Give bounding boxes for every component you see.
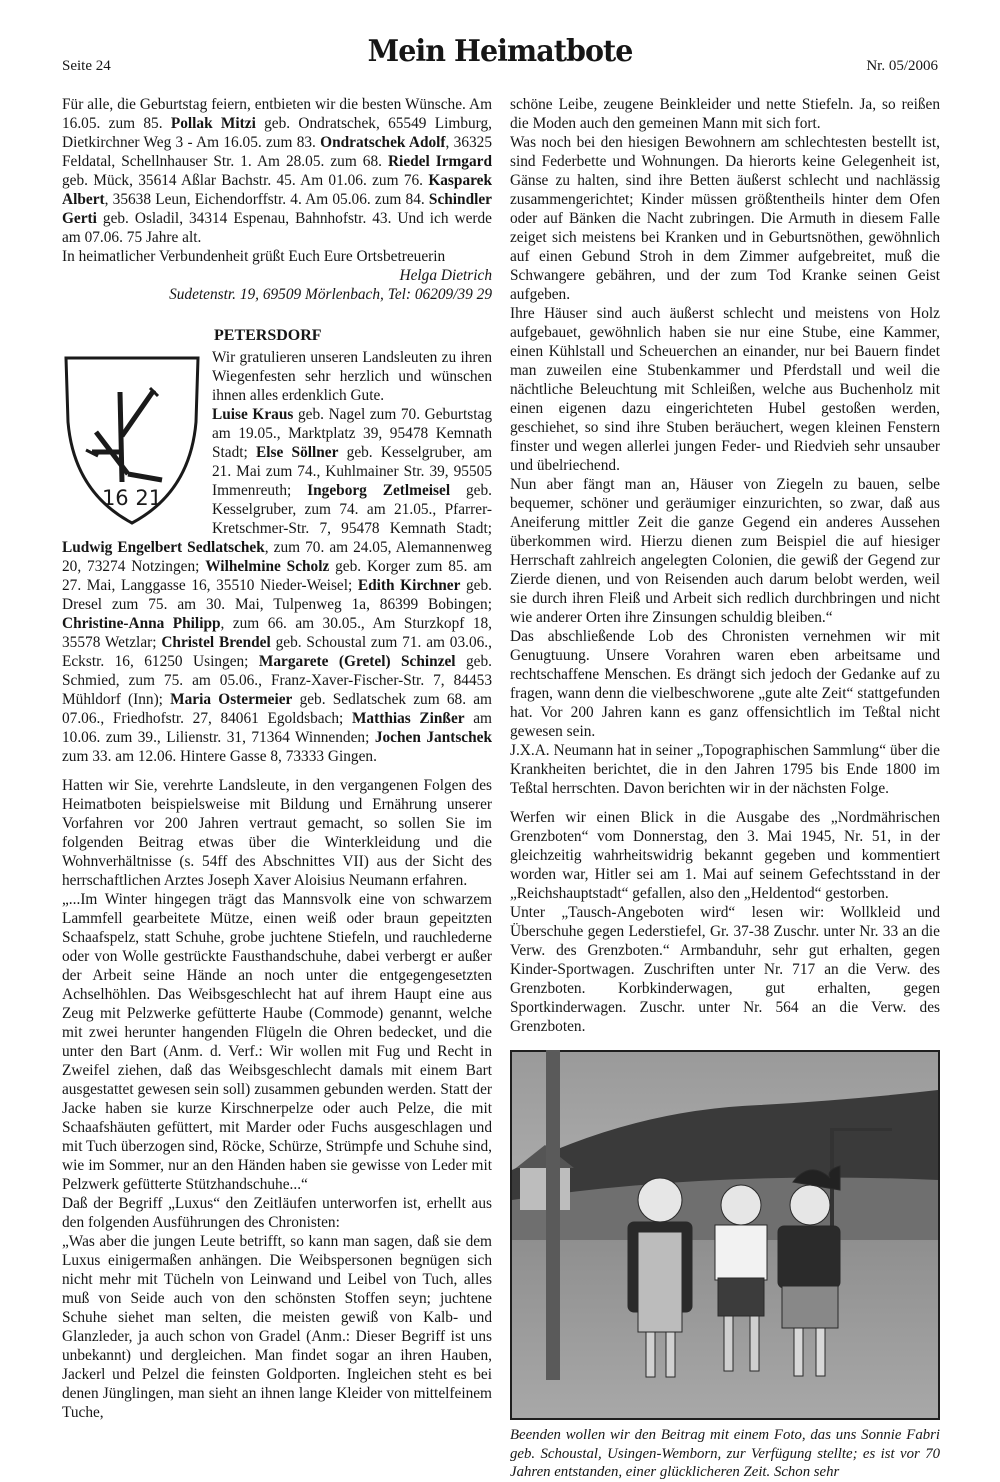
- article-paragraph: Daß der Begriff „Luxus“ den Zeitläufen unterworfen ist, erhellt aus den folgenden Ausführungen des Chronisten:: [62, 1195, 492, 1231]
- grenzbote-paragraph: Werfen wir einen Blick in die Ausgabe des „Nordmährischen Grenzboten“ vom Donnerstag, den 3. Mai 1945, Nr. 51, in der gleichzeitig wahrheitswidrig bekannt gegeben und kommentiert worden war, Hitler sei am 1. Mai auf seinem Gefechtsstand in der „Reichshauptstadt“ gefallen, also den „Heldentod“ gestorben.: [510, 809, 940, 902]
- left-column: [62, 95, 492, 1422]
- article-paragraph: Das abschließende Lob des Chronisten vernehmen wir mit Genugtuung. Unsere Vorahren waren eben arbeitsame und rechtschaffene Menschen. Es drängt sich jedoch der Gedanke auf zu fragen, wann denn die vielbeschworene „gute alte Zeit“ stattgefunden hat. Vor 200 Jahren kann es ganz offensichtlich im Teßtal nicht gewesen sein.: [510, 628, 940, 740]
- petersdorf-birthdays: Luise Kraus geb. Nagel zum 70. Geburtstag am 19.05., Marktplatz 39, 95478 Kemnath Stadt; Else Söllner geb. Kesselgruber, am 21. Mai zum 74., Kuhlmainer Str. 39, 95505 Immenreuth; Ingeborg Zetlmeisel geb. Kesselgruber, zum 74. am 21.05., Pfarrer-Kretschmer-Str. 7, 95478 Kemnath Stadt; Ludwig Engelbert Sedlatschek, zum 70. am 24.05, Alemannenweg 20, 73274 Notzingen; Wilhelmine Scholz geb. Korger zum 85. am 27. Mai, Langgasse 16, 35510 Nieder-Weisel; Edith Kirchner geb. Dresel zum 75. am 30. Mai, Tulpenweg 1a, 86399 Bobingen; Christine-Anna Philipp, zum 66. am 30.05., Am Sturzkopf 18, 35578 Wetzlar; Christel Brendel geb. Schoustal zum 71. am 03.06., Eckstr. 16, 61250 Usingen; Margarete (Gretel) Schinzel geb. Schmied, zum 75. am 05.06., Franz-Xaver-Fischer-Str. 7, 84453 Mühldorf (Inn); Maria Ostermeier geb. Sedlatschek zum 68. am 07.06., Friedhofstr. 27, 84061 Egoldsbach; Matthias Zinßer am 10.06. zum 39., Lilienstr. 31, 71364 Winnenden; Jochen Jantschek zum 33. am 12.06. Hintere Gasse 8, 73333 Gingen.: [62, 406, 493, 765]
- birthday-paragraph: Für alle, die Geburtstag feiern, entbieten wir die besten Wünsche. Am 16.05. zum 85. Pollak Mitzi geb. Ondratschek, 65549 Limburg, Dietkirchner Weg 3 - Am 16.05. zum 83. Ondratschek Adolf, 36325 Feldatal, Schellnhauser Str. 1. Am 28.05. zum 68. Riedel Irmgard geb. Mück, 35614 Aßlar Bachstr. 45. Am 01.06. zum 76. Kasparek Albert, 35638 Leun, Eichendorffstr. 4. Am 05.06. zum 84. Schindler Gerti geb. Osladil, 34314 Espenau, Bahnhofstr. 43. Und ich werde am 07.06. 75 Jahre alt.: [62, 96, 493, 246]
- article-quote: Was noch bei den hiesigen Bewohnern am schlechtesten bestellt ist, sind Federbette und Wohnungen. Da hierorts keine Gelegenheit ist, Gänse zu halten, sind ihre Betten äußerst schlecht und nachlässig zusammengerichtet; Kinder müssen größtentheils hinter dem Ofen oder auf Bänken die Nacht zubringen. Die Armuth in diesem Falle zeiget sich meistens bei Kranken und in Geburtsnöthen, gewöhnlich auf einen Gebund Stroh in dem Zimmer aufgebreitet, muß die Schwangere gebähren, und der zum Tod Kranke seinen Geist aufgeben.: [510, 134, 940, 303]
- article-paragraph: J.X.A. Neumann hat in seiner „Topographischen Sammlung“ über die Krankheiten berichtet, die in den Jahren 1795 bis Ende 1800 im Teßtal herrschten. Davon berichten wir in der nächsten Folge.: [510, 742, 940, 797]
- greeting: In heimatlicher Verbundenheit grüßt Euch Eure Ortsbetreuerin: [62, 248, 446, 265]
- signer-address: Sudetenstr. 19, 69509 Mörlenbach, Tel: 06209/39 29: [169, 286, 492, 303]
- article-quote: Ihre Häuser sind auch äußerst schlecht und meistens von Holz aufgebauet, gewöhnlich haben sie nur eine Stube, eine Kammer, einen Kühlstall und Scheuerchen an einander, nur bei Bauern findet man zuweilen eine Stubenkammer und Pferdstall und weil die nächtliche Beleuchtung mit Schleißen, welche aus Buchenholz mit einen eigenen dazu eingerichteten Hubel gestoßen werden, geschiehet, so sind ihre Stuben beräuchert, wegen kleinen Fenstern finster und wegen allerlei jungen Feder- und Riedvieh sehr unsauber und übelriechend.: [510, 305, 940, 474]
- article-quote: schöne Leibe, zeugene Beinkleider und nette Stiefeln. Ja, so reißen die Moden auch den gemeinen Mann mit sich fort.: [510, 96, 940, 132]
- article-paragraph: Hatten wir Sie, verehrte Landsleute, in den vergangenen Folgen des Heimatboten beispielsweise mit Bildung und Ernährung unserer Vorfahren vor 200 Jahren vertraut gemacht, so sollen Sie im folgenden Beitrag etwas über die Winterkleidung und die Wohnverhältnisse (s. 54ff des Abschnittes VII) aus der Sicht des herrschaftlichen Arztes Joseph Xaver Aloisius Neumann erfahren.: [62, 777, 492, 889]
- crest-year: 16 21: [101, 486, 163, 510]
- article-quote: „...Im Winter hingegen trägt das Mannsvolk eine von schwarzem Lammfell gearbeitete Mütze, einen weiß oder braun gepeitzten Schaafspelz, statt Schuhe, grobe juchtene Stiefeln, und rauchlederne oder von Wolle gestrückte Fausthandschuhe, dabei verbergt er außer der Arbeit seine Hände an noch unter die entgegengesetzten Achselhöhlen. Das Weibsgeschlecht hat auf ihrem Haupt eine aus Zeug mit Pelzwerke gefütterte Haube (Commode) genannt, welche mit zwei herunter hangenden Flügeln die Ohren bedecket, und die unter den Bart (Anm. d. Verf.: Wir wollen mit Fug und Recht in Zweifel ziehen, daß das Weibsgeschlecht damals mit einem Bart ausgestattet gewesen sein soll) zusammen gebunden werden. Statt der Jacke haben sie kurze Kirschnerpelze oder auch Pelze, die mit Schaafshäuten gefüttert, mit Marder oder Fuchs ausgeschlagen und mit Tuch überzogen sind, Röcke, Schürze, Strümpfe und Schuhe sind, wie im Sommer, nur an den Händen haben sie gewisse von Leder mit Pelzwerk gefütterte Stützhandschuhe...“: [62, 891, 492, 1193]
- page-number: Seite 24: [62, 58, 111, 74]
- article-quote: Nun aber fängt man an, Häuser von Ziegeln zu bauen, selbe bequemer, schöner und geräumiger einzurichten, so zwar, daß aus Aneiferung mittler Zeit die ganze Gegend ein anderes Aussehen überkommen wird. Hierzu dienen zum Beispiel die auf hiesiger Herrschaft zahlreich angelegten Colonien, die gewiß der Gegend zur Zierde dienen, und von Reisenden auch darum belobt werden, weil sie durch ihren Fleiß und Arbeit sich redlich durchbringen und nicht wie anderer Orten ihre Zinsungen schuldig bleiben.“: [510, 476, 940, 626]
- signer-name: Helga Dietrich: [399, 267, 492, 284]
- masthead-title: Mein Heimatbote: [367, 34, 633, 69]
- section-title: PETERSDORF: [214, 327, 322, 344]
- issue-number: Nr. 05/2006: [866, 58, 938, 74]
- petersdorf-intro: Wir gratulieren unseren Landsleuten zu ihren Wiegenfesten sehr herzlich und wünschen ihnen alles erdenklich Gute.: [212, 349, 492, 404]
- crest-shield-icon: [62, 352, 202, 527]
- photo-caption: Beenden wollen wir den Beitrag mit einem Foto, das uns Sonnie Fabri geb. Schoustal, Usingen-Wemborn, zur Verfügung stellte; es ist vor 70 Jahren entstanden, einer glücklicheren Zeit. Schon sehr: [510, 1427, 940, 1480]
- children-photo: [510, 1050, 940, 1420]
- article-quote: „Was aber die jungen Leute betrifft, so kann man sagen, daß sie dem Luxus einigermaßen anhängen. Die Weibspersonen begnügen sich nicht mehr mit Tücheln von Leinwand und Leibel von Tuch, alles muß von Seide auch von den schönsten Stoffen seyn; juchtene Schuhe siehet man selten, die meisten gewiß von Kalb- und Glanzleder, ja auch schon von Gradel (Anm.: Dieser Begriff ist uns unbekannt) und dergleichen. Man findet sogar an ihren Hauben, Jackerl und Pelzel die feinsten Goldporten. Ingleichen steht es bei denen Jünglingen, man sieht an ihnen lange Kleider von mittelfeinem Tuche,: [62, 1233, 492, 1421]
- right-column: [510, 95, 940, 1482]
- tausch-paragraph: Unter „Tausch-Angeboten wird“ lesen wir: Wollkleid und Überschuhe gegen Lederstiefel, Gr. 37-38 Zuschr. unter Nr. 33 an die Verw. des Grenzboten.“ Armbanduhr, sehr gut erhalten, gegen Kinder-Sportwagen. Zuschriften unter Nr. 717 an die Verw. des Grenzboten. Korbkinderwagen, gut erhalten, gegen Sportkinderwagen. Zuschr. unter Nr. 564 an die Verw. des Grenzboten.: [510, 904, 940, 1035]
